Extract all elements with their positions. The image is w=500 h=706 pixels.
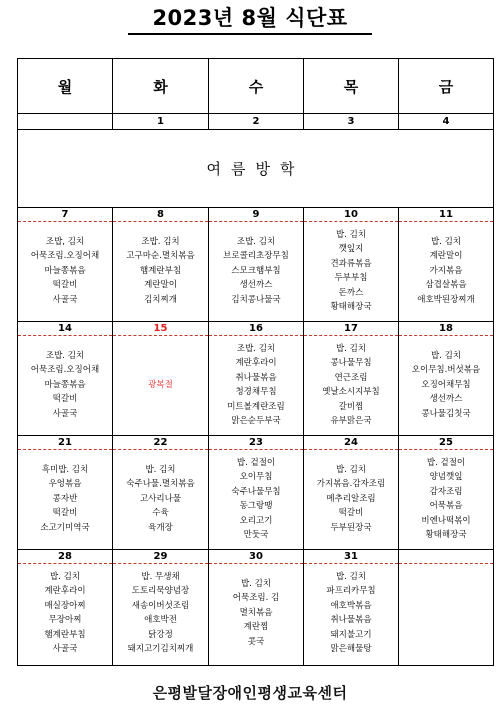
menu-line: 밥. 겉절이 (236, 457, 276, 468)
day-cell (304, 550, 399, 666)
menu-items (18, 450, 112, 548)
menu-line: 깻잎지 (338, 244, 364, 254)
menu-items (209, 336, 303, 434)
day-cell (209, 322, 304, 436)
menu-items (304, 336, 398, 434)
menu-line: 두부된장국 (330, 522, 372, 533)
date-cell: 3 (304, 114, 399, 130)
day-cell (18, 322, 113, 436)
menu-line: 가지볶음.감자조림 (316, 479, 386, 490)
day-number: 8 (113, 208, 208, 222)
day-number (399, 550, 493, 564)
day-cell (18, 436, 113, 550)
menu-line: 동그랑땡 (239, 501, 273, 511)
menu-line: 취나물볶음 (330, 615, 372, 625)
menu-line: 햄계란부침 (44, 629, 86, 640)
menu-line: 떡갈비 (52, 394, 78, 405)
weekday-thu: 목 (304, 59, 399, 114)
menu-line: 떡갈비 (52, 280, 78, 291)
day-number: 15 (113, 322, 208, 336)
menu-line: 가지볶음 (429, 265, 463, 276)
day-number: 30 (209, 550, 303, 564)
menu-line: 돼지고기김치찌개 (127, 644, 194, 654)
menu-line: 맑은순두부국 (231, 416, 281, 426)
day-cell (399, 550, 494, 666)
date-cell: 2 (209, 114, 304, 130)
day-cell (304, 322, 399, 436)
week-row (18, 436, 494, 550)
menu-line: 두부부침 (334, 273, 368, 283)
menu-line: 계란말이 (429, 251, 463, 262)
menu-line: 오징어채무침 (421, 379, 471, 390)
menu-line: 밥. 김치 (430, 350, 462, 361)
day-number: 7 (18, 208, 112, 222)
day-number: 29 (113, 550, 208, 564)
menu-line: 오이무침.버섯볶음 (411, 365, 481, 376)
menu-line: 조밥. 김치 (236, 343, 276, 354)
menu-line: 계란말이 (144, 280, 177, 291)
menu-line: 떡갈비 (52, 508, 78, 519)
menu-line: 조밥. 김치 (141, 236, 180, 247)
day-cell (209, 208, 304, 322)
day-number: 18 (399, 322, 493, 336)
menu-line: 연근조림 (334, 372, 368, 383)
menu-line: 밥. 무생채 (141, 571, 180, 582)
menu-line: 애호박된장찌개 (417, 294, 475, 305)
menu-line: 조밥. 김치 (45, 350, 85, 361)
menu-line: 스모크햄부침 (231, 265, 281, 276)
menu-line: 고구마순.멸치볶음 (126, 251, 195, 262)
menu-line: 청경채무침 (235, 387, 277, 397)
menu-calendar-table (17, 58, 494, 666)
menu-line: 맑은해물탕 (330, 644, 372, 654)
menu-line: 어묵조림. 김 (232, 593, 280, 604)
menu-line: 사골국 (52, 408, 78, 419)
menu-line: 계란후라이 (44, 586, 86, 596)
center-name-footer: 은평발달장애인평생교육센터 (152, 684, 348, 702)
day-cell (18, 208, 113, 322)
menu-line: 고사리나물 (139, 493, 182, 504)
menu-line: 밥. 김치 (335, 343, 367, 354)
menu-line: 사골국 (52, 294, 78, 305)
day-cell (209, 436, 304, 550)
day-number: 23 (209, 436, 303, 450)
menu-line: 밥. 김치 (335, 229, 367, 240)
day-number: 10 (304, 208, 398, 222)
week-row (18, 322, 494, 436)
menu-line: 어묵볶음 (429, 501, 463, 511)
day-number: 11 (399, 208, 493, 222)
menu-line: 멸치볶음 (239, 607, 273, 618)
menu-line: 숙주나물.멸치볶음 (126, 479, 195, 490)
day-number: 16 (209, 322, 303, 336)
menu-line: 콩나물김칫국 (421, 408, 471, 419)
date-cell: 4 (399, 114, 494, 130)
menu-line: 밥. 김치 (145, 464, 176, 475)
day-number: 24 (304, 436, 398, 450)
page-title (0, 2, 500, 35)
week-row (18, 208, 494, 322)
day-cell (209, 550, 304, 666)
title-text: 2023년 8월 식단표 (128, 2, 371, 35)
menu-line: 황태해장국 (425, 530, 467, 540)
menu-line: 마늘쫑볶음 (44, 265, 86, 276)
menu-line: 유부맑은국 (330, 416, 372, 426)
day-cell (113, 208, 209, 322)
menu-line: 수육 (152, 508, 169, 519)
menu-line: 숙주나물무침 (231, 486, 281, 497)
day-cell (18, 550, 113, 666)
menu-line: 육개장 (148, 522, 173, 533)
menu-line: 새송이버섯조림 (131, 600, 190, 611)
day-number: 17 (304, 322, 398, 336)
day-number: 14 (18, 322, 112, 336)
date-cell: 1 (113, 114, 209, 130)
summer-vacation-notice: 여름방학 (18, 130, 494, 208)
week-row (18, 550, 494, 666)
menu-line: 사골국 (52, 644, 78, 654)
menu-items (304, 450, 398, 548)
menu-line: 비엔나떡볶이 (421, 515, 471, 526)
menu-items (113, 450, 208, 548)
menu-line: 갈비찜 (338, 401, 364, 412)
day-number: 9 (209, 208, 303, 222)
menu-line: 마늘쫑볶음 (44, 379, 86, 390)
menu-line: 조밥. 김치 (236, 236, 276, 247)
menu-items (209, 564, 303, 662)
menu-line: 어묵조림.오징어채 (30, 365, 100, 376)
day-cell (399, 322, 494, 436)
day-number: 31 (304, 550, 398, 564)
menu-line: 밥. 김치 (430, 236, 462, 247)
day-number: 21 (18, 436, 112, 450)
menu-items (209, 450, 303, 548)
menu-items (209, 222, 303, 320)
day-cell (113, 436, 209, 550)
day-number: 28 (18, 550, 112, 564)
menu-items (399, 336, 493, 434)
day-number: 22 (113, 436, 208, 450)
menu-line: 무장아찌 (48, 615, 82, 625)
menu-line: 돈까스 (338, 287, 364, 298)
menu-line: 메추리알조림 (326, 493, 376, 504)
menu-line: 브로콜리초장무침 (223, 251, 289, 262)
menu-items (304, 564, 398, 662)
day-cell (399, 208, 494, 322)
menu-items (399, 450, 493, 548)
menu-line: 매실장아찌 (44, 600, 86, 611)
menu-items (399, 564, 493, 662)
menu-line: 옛날소시지부침 (322, 387, 380, 397)
menu-items (18, 564, 112, 662)
menu-line: 조밥, 김치 (45, 236, 85, 247)
weekday-mon: 월 (18, 59, 113, 114)
menu-line: 황태해장국 (330, 302, 372, 312)
menu-line: 밥. 김치 (335, 464, 367, 475)
weekday-wed: 수 (209, 59, 304, 114)
menu-line: 김치콩나물국 (231, 294, 281, 305)
menu-line: 소고기미역국 (40, 522, 90, 533)
menu-line: 어묵조림.오징어채 (30, 251, 100, 262)
weekday-header-row (18, 59, 494, 114)
menu-line: 파프리카무침 (326, 586, 376, 596)
menu-items (113, 564, 208, 662)
menu-line: 밥. 김치 (49, 571, 81, 582)
menu-line: 감자조림 (429, 486, 463, 497)
menu-line: 광복절 (148, 379, 173, 390)
menu-items (113, 222, 208, 320)
menu-line: 밥. 김치 (240, 578, 272, 589)
menu-line: 양념깻잎 (429, 472, 463, 482)
menu-line: 닭강정 (148, 629, 173, 640)
menu-line: 생선까스 (429, 394, 463, 405)
menu-line: 콩나물무침 (330, 358, 372, 368)
menu-line: 취나물볶음 (235, 372, 277, 383)
menu-line: 삼겹살볶음 (425, 280, 467, 291)
day-cell (113, 550, 209, 666)
menu-line: 도토리묵양념장 (131, 586, 190, 596)
menu-line: 계란찜 (243, 622, 269, 633)
menu-line: 김치찌개 (144, 294, 177, 305)
menu-line: 오이무침 (239, 472, 273, 482)
menu-line: 밥. 김치 (335, 571, 367, 582)
weekday-tue: 화 (113, 59, 209, 114)
menu-line: 생선까스 (239, 280, 273, 291)
day-cell (399, 436, 494, 550)
menu-line: 우엉볶음 (48, 479, 82, 490)
menu-line: 오리고기 (239, 515, 273, 526)
menu-line: 흑미밥. 김치 (41, 464, 89, 475)
first-week-date-row (18, 114, 494, 130)
menu-line: 밥. 겉절이 (426, 457, 466, 468)
weekday-fri: 금 (399, 59, 494, 114)
day-cell (113, 322, 209, 436)
menu-line: 돼지불고기 (330, 629, 372, 640)
menu-line: 애호박볶음 (330, 600, 372, 611)
menu-line: 만둣국 (243, 530, 269, 540)
day-cell (304, 208, 399, 322)
menu-items (399, 222, 493, 320)
holiday-label (113, 336, 208, 434)
menu-items (304, 222, 398, 320)
day-number: 25 (399, 436, 493, 450)
menu-line: 햄계란부침 (139, 265, 182, 276)
menu-line: 계란후라이 (235, 358, 277, 368)
menu-line: 콩자반 (52, 493, 78, 504)
day-cell (304, 436, 399, 550)
vacation-row (18, 130, 494, 208)
menu-line: 떡갈비 (338, 508, 364, 519)
menu-line: 애호박전 (144, 615, 177, 625)
menu-items (18, 336, 112, 434)
date-cell (18, 114, 113, 130)
menu-line: 견과류볶음 (330, 258, 372, 269)
menu-line: 미트볼계란조림 (227, 401, 285, 412)
menu-line: 콧국 (247, 636, 265, 647)
menu-items (18, 222, 112, 320)
